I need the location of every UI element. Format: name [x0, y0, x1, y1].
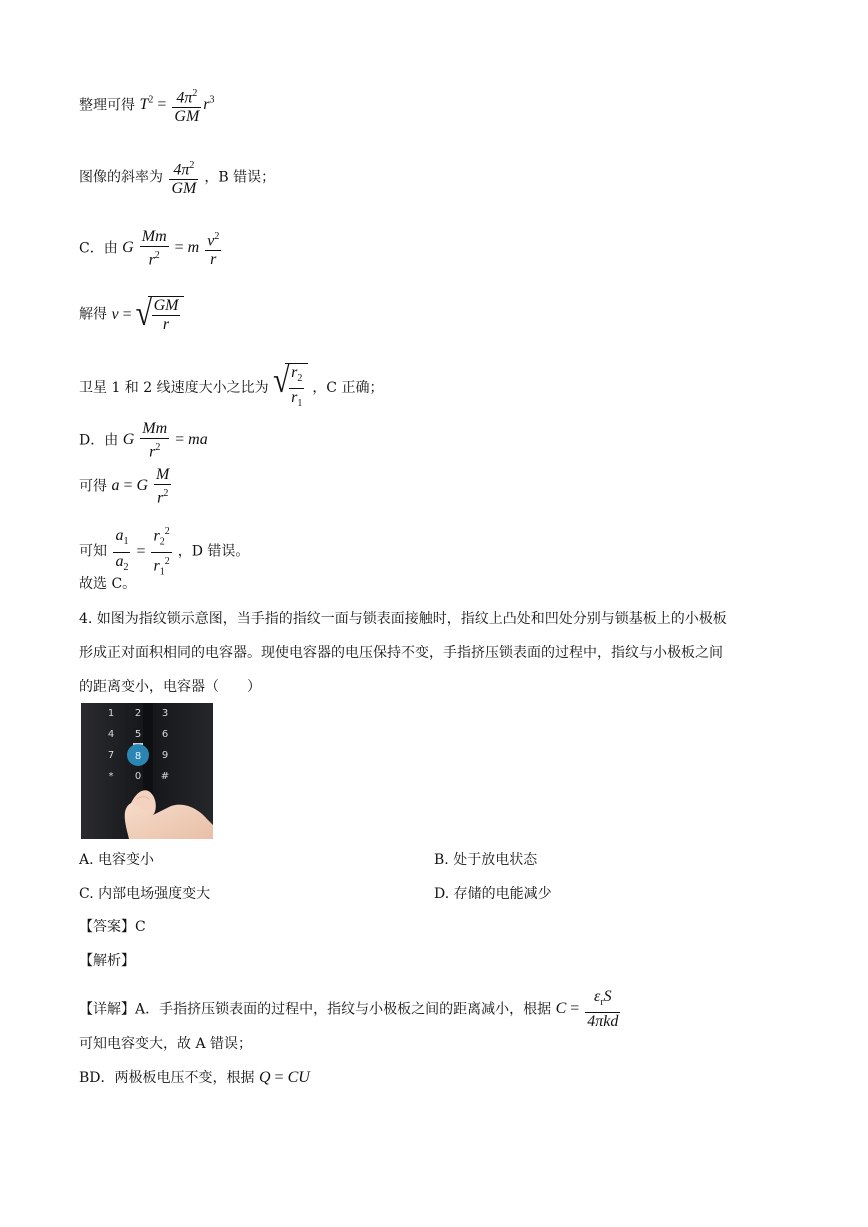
velocity-ratio-line [79, 360, 384, 413]
acceleration-ratio-line [79, 523, 249, 581]
formula-slope: $\frac{4\pi^2}{GM}$ [167, 168, 204, 185]
formula-period: $T^2$ = $\frac{4\pi^2}{GM}$ $r^3$ [139, 96, 214, 113]
key-5[interactable]: 5 [134, 729, 142, 740]
key-6[interactable]: 6 [161, 729, 169, 740]
conclusion-line: 故选 C。 [79, 576, 137, 592]
question-4-line-3: 的距离变小，电容器（ ） [79, 679, 261, 695]
option-d[interactable]: D. 存储的电能减少 [434, 886, 552, 902]
acc-ratio-prefix: 可知 [79, 543, 107, 560]
velocity-solution-line [79, 293, 184, 334]
formula-capacitance: C = $\frac{\varepsilon_rS}{\text{4πkd}}$ [555, 988, 619, 1031]
option-d-prefix: D．由 [79, 432, 119, 449]
ratio-suffix: ，C 正确； [312, 379, 384, 396]
option-b[interactable]: B. 处于放电状态 [434, 852, 538, 868]
formula-acceleration-ratio: $\frac{a_1}{a_2}$ = $\frac{r_2^2}{r_1^2}$ [111, 543, 177, 560]
equation-line-period [79, 85, 215, 126]
detail-line-1 [79, 988, 622, 1031]
formula-gravity-velocity: G $\frac{Mm}{r^2}$ = m $\frac{v^2}{r}$ [122, 228, 220, 269]
key-star[interactable]: * [108, 771, 114, 782]
equation-prefix: 整理可得 [79, 97, 135, 114]
option-c[interactable]: C. 内部电场强度变大 [79, 886, 211, 902]
fingerprint-lock-figure [81, 703, 213, 839]
formula-gravity-acceleration: G $\frac{Mm}{r^2}$ = ma [122, 420, 208, 461]
slope-line [79, 157, 275, 198]
formula-charge: Q = CU [258, 1069, 310, 1086]
detail-prefix: 【详解】A．手指挤压锁表面的过程中，指纹与小极板之间的距离减小，根据 [79, 1001, 552, 1018]
formula-velocity: v = √ $\frac{GM}{r}$ [111, 306, 184, 323]
keypad-illustration [81, 703, 213, 839]
question-4-line-2: 形成正对面积相同的电容器。现使电容器的电压保持不变，手指挤压锁表面的过程中，指纹与小极板之间 [79, 645, 723, 661]
detail-line-3-prefix: BD．两极板电压不变，根据 [79, 1070, 255, 1086]
formula-velocity-ratio: √ $\frac{r_2}{r_1}$ [273, 379, 312, 396]
option-c-line [79, 228, 223, 269]
key-7[interactable]: 7 [107, 750, 115, 761]
ratio-prefix: 卫星 1 和 2 线速度大小之比为 [79, 379, 269, 396]
acceleration-line [79, 466, 173, 507]
key-9[interactable]: 9 [161, 750, 169, 761]
option-a[interactable]: A. 电容变小 [79, 852, 155, 868]
formula-acceleration: a = G $\frac{M}{r^2}$ [111, 466, 170, 507]
key-3[interactable]: 3 [161, 708, 169, 719]
key-4[interactable]: 4 [107, 729, 115, 740]
key-hash[interactable]: # [160, 771, 170, 782]
detail-line-3 [79, 1068, 310, 1088]
analysis-label: 【解析】 [79, 953, 135, 969]
answer-label: 【答案】C [79, 919, 146, 935]
question-4-line-1: 4. 如图为指纹锁示意图，当手指的指纹一面与锁表面接触时，指纹上凸处和凹处分别与锁基板上的小极板 [79, 611, 727, 627]
key-2[interactable]: 2 [134, 708, 142, 719]
key-8[interactable]: 8 [134, 751, 142, 762]
acc-ratio-suffix: ，D 错误。 [177, 543, 250, 560]
velocity-prefix: 解得 [79, 306, 107, 323]
slope-prefix: 图像的斜率为 [79, 169, 163, 186]
option-c-prefix: C．由 [79, 240, 118, 257]
detail-line-2: 可知电容变大，故 A 错误； [79, 1036, 253, 1052]
key-0[interactable]: 0 [134, 771, 142, 782]
acceleration-prefix: 可得 [79, 478, 107, 495]
option-d-line [79, 420, 208, 461]
slope-suffix: ，B 错误； [204, 169, 276, 186]
key-1[interactable]: 1 [107, 708, 115, 719]
